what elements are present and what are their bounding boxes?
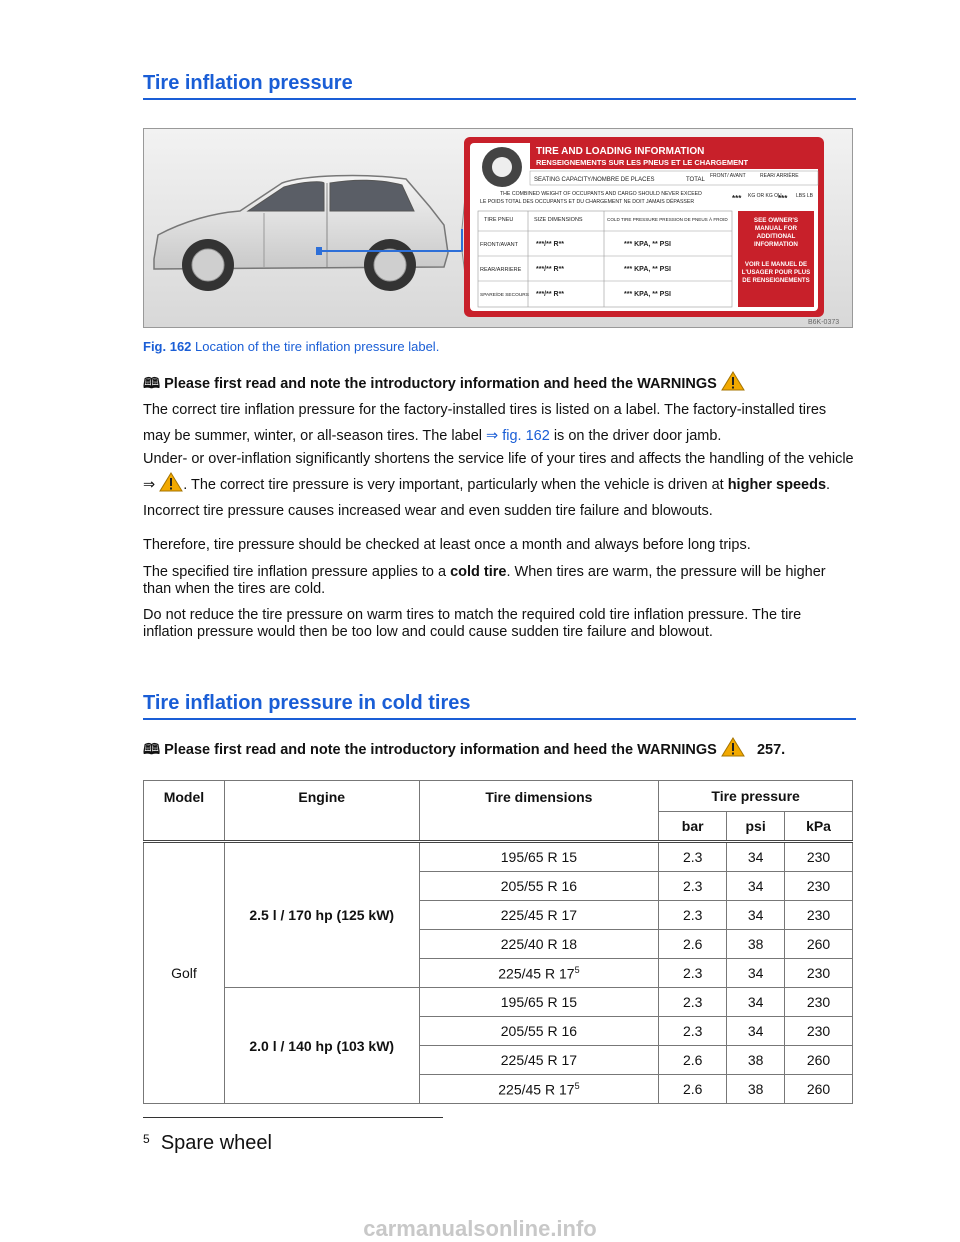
cell-dimension: [419, 842, 659, 872]
table-header-row: [144, 781, 853, 812]
cell-psi: 38: [727, 1046, 785, 1075]
col-tire-dimensions: Tire dimensions: [419, 781, 659, 842]
p4-text-end: . When tires are warm, the pressure will be higher than when the tires are cold.: [143, 564, 826, 597]
cell-kpa: 260: [785, 1075, 853, 1104]
dimension-text: 195/65 R 15: [500, 849, 578, 865]
cell-kpa: 230: [785, 988, 853, 1017]
cell-dimension: [419, 930, 659, 959]
intro-note: [143, 371, 855, 393]
car-illustration: [144, 129, 852, 327]
footnote-ref[interactable]: 5: [574, 1080, 580, 1091]
cell-dimension: [419, 959, 659, 988]
cell-kpa: 230: [785, 842, 853, 872]
dimension-text: 225/45 R 17: [498, 965, 575, 982]
label-title-fr: RENSEIGNEMENTS SUR LES PNEUS ET LE CHARGEMENT: [536, 158, 749, 167]
dimension-text: 225/40 R 18: [500, 936, 578, 952]
paragraph-2: [143, 446, 855, 524]
cell-bar: 2.3: [659, 1017, 727, 1046]
label-press-spare: *** KPA, ** PSI: [624, 291, 671, 298]
label-see-manual: SEE OWNER'S MANUAL FOR ADDITIONAL INFORMATION: [753, 217, 799, 248]
dimension-text: 225/45 R 17: [500, 907, 578, 923]
cell-psi: 34: [727, 988, 785, 1017]
cell-dimension: [419, 1075, 659, 1104]
p2-text-end: . Incorrect tire pressure causes increased wear and even sudden tire failure and blowouts.: [143, 477, 831, 519]
label-kg: KG OR KG OU: [748, 193, 782, 199]
label-rear-head: REAR/ ARRIÈRE: [760, 173, 799, 179]
col-engine: Engine: [224, 781, 419, 842]
p4-bold: cold tire: [450, 564, 507, 580]
footnote-rule: [143, 1117, 443, 1118]
label-weight-fr: LE POIDS TOTAL DES OCCUPANTS ET DU CHARGEMENT NE DOIT JAMAIS DÉPASSER: [480, 199, 695, 205]
label-seating: SEATING CAPACITY/NOMBRE DE PLACES: [534, 177, 655, 183]
label-col-tire: TIRE PNEU: [484, 217, 514, 223]
cell-kpa: 230: [785, 901, 853, 930]
p2-bold: higher speeds: [727, 477, 827, 493]
label-press-rear: *** KPA, ** PSI: [624, 266, 671, 273]
p2-text-mid: . The correct tire pressure is very important, particularly when the vehicle is driven at: [183, 477, 724, 493]
table-row: [144, 842, 853, 872]
dimension-text: 205/55 R 16: [500, 878, 578, 894]
cell-psi: 34: [727, 959, 785, 988]
warning-icon[interactable]: [721, 737, 745, 757]
p1-text-end: is on the driver door jamb.: [553, 428, 722, 444]
label-col-cold: COLD TIRE PRESSURE PRESSION DE PNEUS À FROID: [607, 217, 728, 222]
dimension-text: 205/55 R 16: [500, 1023, 578, 1039]
warning-icon[interactable]: [159, 472, 183, 492]
paragraph-4: [143, 564, 855, 598]
footnote-ref[interactable]: 5: [574, 964, 580, 975]
cell-kpa: 230: [785, 1017, 853, 1046]
footnote-mark: 5: [143, 1132, 150, 1146]
col-bar: bar: [659, 812, 727, 842]
dimension-text: 225/45 R 17: [498, 1081, 575, 1098]
col-psi: psi: [727, 812, 785, 842]
cell-kpa: 230: [785, 872, 853, 901]
paragraph-5: Do not reduce the tire pressure on warm tires to match the required cold tire inflation pressure. The tire inflation pressure would then be too low and could cause sudden tire failure and blowout.: [143, 607, 802, 640]
p2-text: Under- or over-inflation significantly shortens the service life of your tires and affects the handling of the vehicle ⇒: [143, 451, 854, 493]
cell-bar: 2.3: [659, 842, 727, 872]
figure-code: B6K-0373: [808, 319, 840, 326]
label-press-front: *** KPA, ** PSI: [624, 241, 671, 248]
caption-text: Location of the tire inflation pressure label.: [195, 339, 440, 354]
cell-dimension: [419, 1046, 659, 1075]
label-row-rear: REAR/ARRIERE: [480, 267, 522, 273]
intro-note-2: [143, 737, 855, 759]
cell-dimension: [419, 988, 659, 1017]
cell-psi: 34: [727, 872, 785, 901]
label-row-front: FRONT/AVANT: [480, 242, 518, 248]
cell-psi: 38: [727, 1075, 785, 1104]
cell-psi: 34: [727, 901, 785, 930]
cell-bar: 2.3: [659, 901, 727, 930]
cell-kpa: 260: [785, 930, 853, 959]
paragraph-3: Therefore, tire pressure should be checked at least once a month and always before long trips.: [143, 537, 751, 553]
footnote-text: Spare wheel: [160, 1132, 272, 1154]
cell-model: Golf: [144, 842, 225, 1104]
cell-engine: 2.5 l / 170 hp (125 kW): [224, 842, 419, 988]
label-voir-manuel: VOIR LE MANUEL DE L'USAGER POUR PLUS DE RENSEIGNEMENTS: [741, 261, 811, 284]
col-tire-pressure: Tire pressure: [659, 781, 853, 812]
warning-icon[interactable]: [721, 371, 745, 391]
label-front-head: FRONT/ AVANT: [710, 173, 746, 179]
label-row-spare: SPARE/DE SECOURS: [480, 293, 529, 298]
label-weight-en: THE COMBINED WEIGHT OF OCCUPANTS AND CARGO SHOULD NEVER EXCEED: [500, 191, 702, 197]
section-title-cold: Tire inflation pressure in cold tires: [143, 692, 856, 720]
cell-kpa: 230: [785, 959, 853, 988]
book-icon: 🕮: [143, 376, 161, 392]
cell-psi: 34: [727, 1017, 785, 1046]
cell-bar: 2.6: [659, 930, 727, 959]
table-body: [144, 842, 853, 1104]
label-lbs: LBS LB: [796, 193, 813, 199]
cell-engine: 2.0 l / 140 hp (103 kW): [224, 988, 419, 1104]
section-title: Tire inflation pressure: [143, 72, 856, 100]
dimension-text: 225/45 R 17: [500, 1052, 578, 1068]
cell-psi: 38: [727, 930, 785, 959]
cell-bar: 2.6: [659, 1046, 727, 1075]
cell-dimension: [419, 1017, 659, 1046]
caption-number: Fig. 162: [143, 339, 192, 354]
fig-162-link[interactable]: ⇒ fig. 162: [486, 428, 550, 444]
page-ref[interactable]: 257.: [756, 742, 786, 758]
cell-dimension: [419, 872, 659, 901]
label-stars-lbs: ***: [778, 194, 788, 203]
intro-note-2-text: Please first read and note the introductory information and heed the WARNINGS: [164, 742, 717, 758]
label-size-front: ***/** R**: [536, 241, 565, 248]
dimension-text: 195/65 R 15: [500, 994, 578, 1010]
figure-caption: [143, 339, 439, 354]
col-model: Model: [144, 781, 225, 842]
label-total: TOTAL: [686, 177, 705, 183]
cell-bar: 2.3: [659, 872, 727, 901]
col-kpa: kPa: [785, 812, 853, 842]
intro-note-text: Please first read and note the introductory information and heed the WARNINGS: [164, 376, 717, 392]
watermark: carmanualsonline.info: [363, 1216, 597, 1241]
label-title-en: TIRE AND LOADING INFORMATION: [536, 146, 705, 157]
cell-bar: 2.3: [659, 959, 727, 988]
cell-bar: 2.3: [659, 988, 727, 1017]
footnote: [143, 1132, 272, 1155]
label-size-spare: ***/** R**: [536, 291, 565, 298]
table-row: [144, 988, 853, 1017]
cell-dimension: [419, 901, 659, 930]
label-col-size: SIZE DIMENSIONS: [534, 217, 583, 223]
p1-text: The correct tire inflation pressure for the factory-installed tires is listed on a label. The factory-installed tires may be summer, winter, or all-season tires. The label: [143, 402, 827, 444]
cell-psi: 34: [727, 842, 785, 872]
paragraph-1: [143, 397, 855, 449]
p4-text: The specified tire inflation pressure applies to a: [143, 564, 447, 580]
figure-tire-label: [143, 128, 853, 328]
tire-pressure-table: [143, 780, 853, 1104]
book-icon: 🕮: [143, 742, 161, 758]
cell-bar: 2.6: [659, 1075, 727, 1104]
label-stars-kg: ***: [732, 194, 742, 203]
label-size-rear: ***/** R**: [536, 266, 565, 273]
cell-kpa: 260: [785, 1046, 853, 1075]
